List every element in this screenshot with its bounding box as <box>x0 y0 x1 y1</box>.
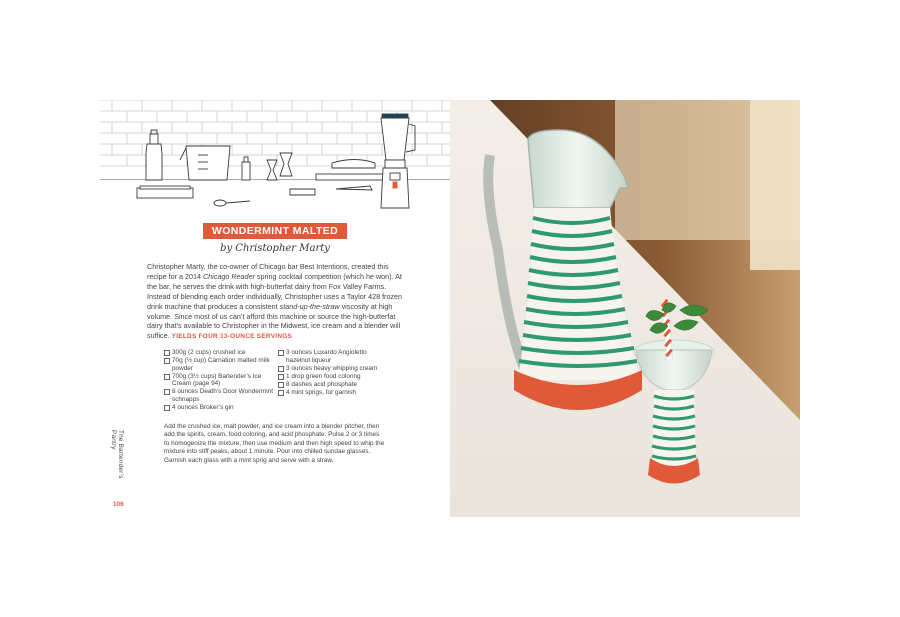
recipe-method: Add the crushed ice, malt powder, and ice cream into a blender pitcher, then add the spirits, cream, food coloring, and acid phosphate. Pulse 2 or 3 times to homogenize the mixture, then use medium and then high speed to whip the mixture into stiff peaks, about 1 minute. Pour into chilled sundae glasses. Garnish each glass with a mint sprig and serve with a straw. <box>164 423 385 464</box>
ingredient-text: 8 ounces Death’s Door Wondermint schnapps <box>172 388 274 403</box>
ingredient-text: 8 dashes acid phosphate <box>286 380 358 388</box>
checkbox-icon <box>164 358 170 364</box>
recipe-intro <box>147 262 409 342</box>
ingredient-text: 1 drop green food coloring <box>286 372 361 380</box>
checkbox-icon <box>164 389 170 395</box>
ingredient-item <box>278 389 390 397</box>
drinks-photo <box>450 100 800 517</box>
jigger-icon <box>267 153 292 180</box>
measuring-cup-icon <box>180 146 230 180</box>
small-bottle-icon <box>242 157 250 180</box>
ingredient-text: 700g (3½ cups) Bartender’s Ice Cream (page 94) <box>172 372 262 388</box>
intro-text: Christopher Marty, the co-owner of Chicago bar Best Intentions, created this recipe for a 2014 <box>147 262 389 281</box>
ingredient-item <box>278 349 390 364</box>
ingredient-item <box>164 373 276 388</box>
peeler-icon <box>290 189 315 195</box>
intro-emphasis: stand-up-the-straw <box>279 301 340 311</box>
ingredient-item <box>278 373 390 381</box>
ingredient-text: 3 ounces heavy whipping cream <box>286 364 378 372</box>
left-page <box>100 100 450 517</box>
ingredient-text: 300g (2 cups) crushed ice <box>172 349 246 356</box>
ingredient-item <box>164 404 276 412</box>
page-number: 106 <box>113 501 124 508</box>
checkbox-icon <box>278 366 284 372</box>
ingredient-list-2 <box>278 349 390 397</box>
ingredient-text: 4 mint sprigs, for garnish <box>286 388 356 396</box>
checkbox-icon <box>278 390 284 396</box>
ingredient-text: 4 ounces Broker’s gin <box>172 403 234 411</box>
bar-tools-illustration <box>100 100 450 210</box>
bottle-icon <box>146 130 162 180</box>
recipe-byline: by Christopher Marty <box>220 243 330 254</box>
board-icon <box>316 160 386 181</box>
ingredient-item <box>164 357 276 372</box>
intro-publication: Chicago Reader <box>202 271 255 281</box>
intro-text: spring cocktail competition (which he won). At the bar, he serves the drink with high-butterfat dairy from Fox Valley Farms. Instead of blending each order individually, Christopher uses a Taylor 428 frozen drink machine that produces a consistent <box>147 271 403 311</box>
running-head: The Bartender’s Pantry <box>110 430 124 479</box>
checkbox-icon <box>164 350 170 356</box>
recipe-title: WONDERMINT MALTED <box>203 223 347 239</box>
checkbox-icon <box>164 405 170 411</box>
checkbox-icon <box>164 374 170 380</box>
scale-icon <box>137 186 193 198</box>
ingredient-item <box>278 365 390 373</box>
checkbox-icon <box>278 350 284 356</box>
ingredient-text: 3 ounces Luxardo Angioletto hazelnut liqueur <box>286 349 367 364</box>
intro-text: viscosity at high volume. Since most of us can’t afford this machine or source the high-butterfat dairy that’s available to Christopher in the Midwest, ice cream and a blender will suffice. <box>147 301 401 341</box>
photo-page <box>450 100 800 517</box>
ingredient-item <box>164 388 276 403</box>
ingredient-list-1 <box>164 349 276 412</box>
checkbox-icon <box>278 382 284 388</box>
ingredient-item <box>164 349 276 357</box>
ingredient-item <box>278 381 390 389</box>
ingredient-text: 70g (½ cup) Carnation malted milk powder <box>172 356 270 372</box>
recipe-yields: YIELDS FOUR 13-OUNCE SERVINGS <box>171 333 293 341</box>
checkbox-icon <box>278 374 284 380</box>
